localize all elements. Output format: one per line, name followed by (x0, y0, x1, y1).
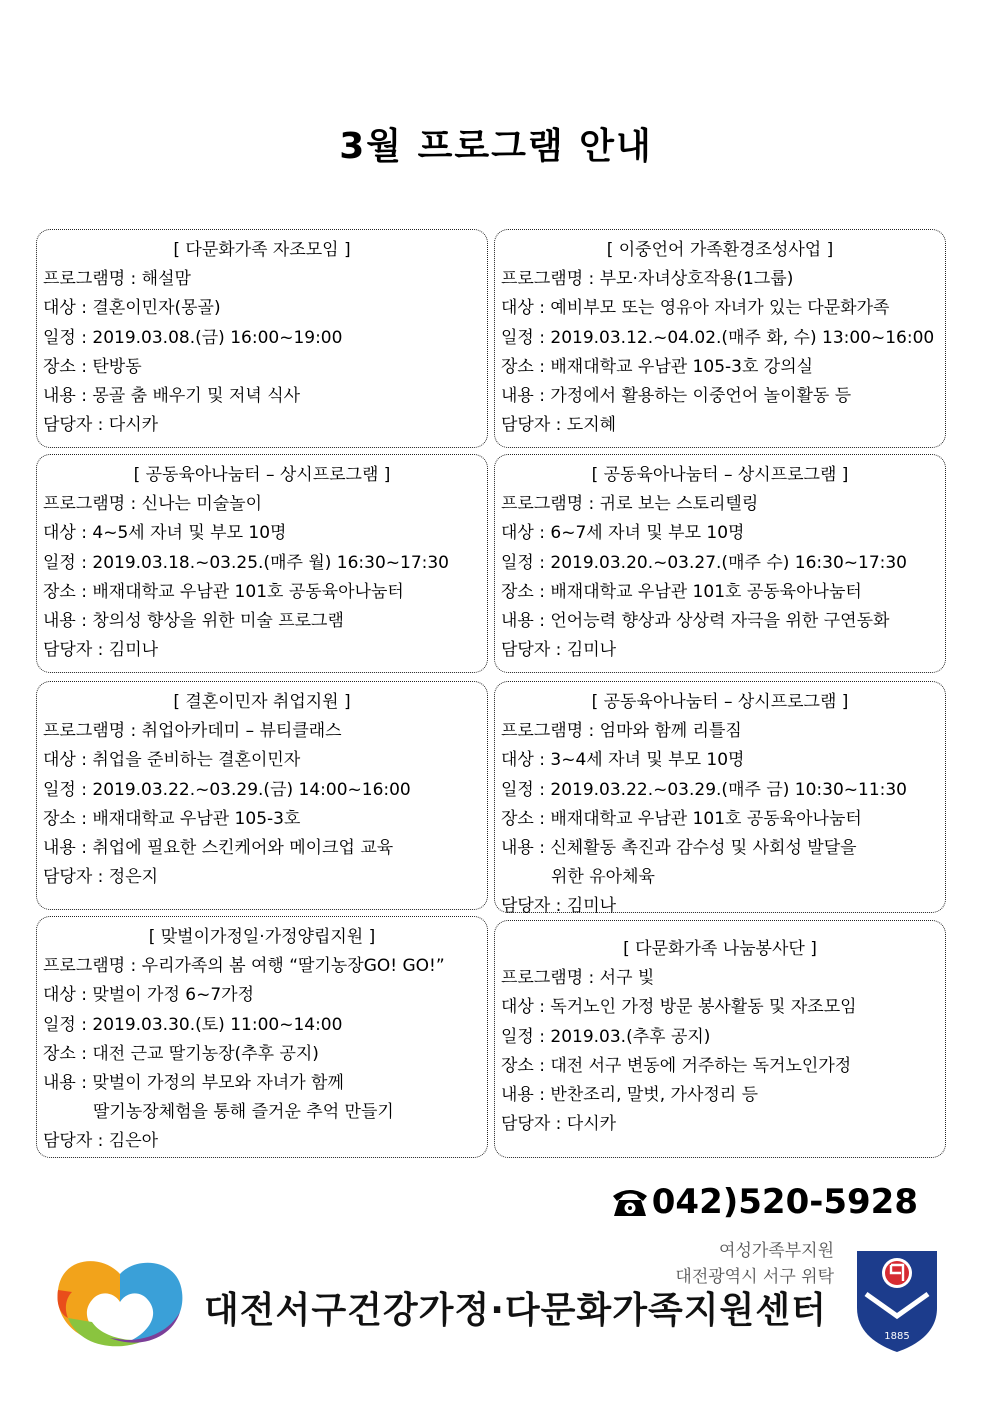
program-schedule: 일정 : 2019.03.08.(금) 16:00~19:00 (43, 327, 343, 348)
program-target: 대상 : 결혼이민자(몽골) (43, 298, 221, 319)
program-target: 대상 : 3~4세 자녀 및 부모 10명 (501, 750, 745, 771)
program-manager: 담당자 : 김은아 (43, 1131, 159, 1152)
program-name: 프로그램명 : 부모·자녀상호작용(1그룹) (501, 269, 794, 290)
city-commission: 대전광역시 서구 위탁 (675, 1267, 834, 1287)
program-header: [ 공동육아나눔터 – 상시프로그램 ] (591, 465, 849, 485)
program-name: 프로그램명 : 우리가족의 봄 여행 “딸기농장GO! GO!” (43, 956, 445, 977)
telephone-icon (610, 1186, 650, 1218)
program-name: 프로그램명 : 귀로 보는 스토리텔링 (501, 494, 759, 515)
program-schedule: 일정 : 2019.03.22.~03.29.(금) 14:00~16:00 (43, 779, 411, 800)
program-header: [ 공동육아나눔터 – 상시프로그램 ] (133, 465, 391, 485)
program-content: 내용 : 언어능력 향상과 상상력 자극을 위한 구연동화 (501, 611, 890, 632)
program-schedule: 일정 : 2019.03.30.(토) 11:00~14:00 (43, 1014, 343, 1035)
program-place: 장소 : 배재대학교 우남관 101호 공동육아나눔터 (43, 581, 404, 602)
program-place: 장소 : 배재대학교 우남관 105-3호 강의실 (501, 356, 814, 377)
program-place: 장소 : 배재대학교 우남관 101호 공동육아나눔터 (501, 808, 862, 829)
program-manager: 담당자 : 김미나 (43, 640, 159, 661)
program-place: 장소 : 배재대학교 우남관 105-3호 (43, 808, 301, 829)
program-header: [ 다문화가족 자조모임 ] (173, 240, 351, 260)
program-schedule: 일정 : 2019.03.20.~03.27.(매주 수) 16:30~17:30 (501, 552, 907, 573)
program-header: [ 이중언어 가족환경조성사업 ] (606, 240, 834, 260)
program-target: 대상 : 독거노인 가정 방문 봉사활동 및 자조모임 (501, 997, 857, 1018)
program-schedule: 일정 : 2019.03.22.~03.29.(매주 금) 10:30~11:30 (501, 779, 907, 800)
program-content: 내용 : 몽골 춤 배우기 및 저녁 식사 (43, 386, 301, 407)
program-name: 프로그램명 : 신나는 미술놀이 (43, 494, 263, 515)
program-target: 대상 : 4~5세 자녀 및 부모 10명 (43, 523, 287, 544)
emblem-year: 1885 (884, 1331, 910, 1342)
program-place: 장소 : 배재대학교 우남관 101호 공동육아나눔터 (501, 581, 862, 602)
program-target: 대상 : 예비부모 또는 영유아 자녀가 있는 다문화가족 (501, 298, 890, 319)
program-box-childcare-gym (494, 681, 946, 917)
program-manager: 담당자 : 도지혜 (501, 415, 617, 436)
program-content: 내용 : 창의성 향상을 위한 미술 프로그램 (43, 611, 344, 632)
phone-text: 042)520-5928 (651, 1182, 918, 1222)
center-logo-icon (50, 1252, 190, 1352)
program-content: 내용 : 신체활동 촉진과 감수성 및 사회성 발달을 (501, 838, 857, 859)
program-name: 프로그램명 : 취업아카데미 – 뷰티클래스 (43, 721, 342, 742)
program-header: [ 결혼이민자 취업지원 ] (173, 692, 351, 712)
program-content: 내용 : 반찬조리, 말벗, 가사정리 등 (501, 1085, 759, 1106)
program-content: 내용 : 가정에서 활용하는 이중언어 놀이활동 등 (501, 386, 852, 407)
program-target: 대상 : 6~7세 자녀 및 부모 10명 (501, 523, 745, 544)
program-content-continued: 딸기농장체험을 통해 즐거운 추억 만들기 (93, 1102, 394, 1123)
program-target: 대상 : 맞벌이 가정 6~7가정 (43, 985, 255, 1006)
phone-number (610, 1182, 918, 1222)
program-schedule: 일정 : 2019.03.12.~04.02.(매주 화, 수) 13:00~16:00 (501, 327, 935, 348)
program-place: 장소 : 대전 근교 딸기농장(추후 공지) (43, 1043, 319, 1064)
program-box-childcare-art (36, 454, 488, 673)
program-header: [ 공동육아나눔터 – 상시프로그램 ] (591, 692, 849, 712)
university-emblem-icon (852, 1246, 942, 1354)
program-schedule: 일정 : 2019.03.(추후 공지) (501, 1026, 711, 1047)
program-content-continued: 위한 유아체육 (551, 867, 655, 888)
program-box-dual-income (36, 916, 488, 1158)
page-title: 3월 프로그램 안내 (339, 126, 653, 167)
program-header: [ 다문화가족 나눔봉사단 ] (623, 939, 817, 959)
program-box-employment (36, 681, 488, 910)
program-content: 내용 : 취업에 필요한 스킨케어와 메이크업 교육 (43, 838, 394, 859)
program-box-bilingual (494, 229, 946, 448)
program-name: 프로그램명 : 엄마와 함께 리틀짐 (501, 721, 742, 742)
program-header: [ 맞벌이가정일·가정양립지원 ] (148, 927, 376, 947)
program-manager: 담당자 : 정은지 (43, 867, 159, 888)
program-manager: 담당자 : 다시카 (501, 1114, 617, 1135)
program-box-childcare-story (494, 454, 946, 673)
program-content: 내용 : 맞벌이 가정의 부모와 자녀가 함께 (43, 1073, 344, 1094)
program-place: 장소 : 대전 서구 변동에 거주하는 독거노인가정 (501, 1055, 852, 1076)
program-box-self-help (36, 229, 488, 448)
program-schedule: 일정 : 2019.03.18.~03.25.(매주 월) 16:30~17:30 (43, 552, 449, 573)
program-name: 프로그램명 : 해설맘 (43, 269, 191, 290)
program-manager: 담당자 : 다시카 (43, 415, 159, 436)
center-name: 대전서구건강가정·다문화가족지원센터 (204, 1290, 827, 1331)
ministry-support: 여성가족부지원 (719, 1241, 834, 1261)
program-name: 프로그램명 : 서구 빛 (501, 968, 655, 989)
program-place: 장소 : 탄방동 (43, 356, 142, 377)
program-manager: 담당자 : 김미나 (501, 640, 617, 661)
program-manager: 담당자 : 김미나 (501, 896, 617, 917)
program-box-volunteer (494, 920, 946, 1158)
program-target: 대상 : 취업을 준비하는 결혼이민자 (43, 750, 301, 771)
